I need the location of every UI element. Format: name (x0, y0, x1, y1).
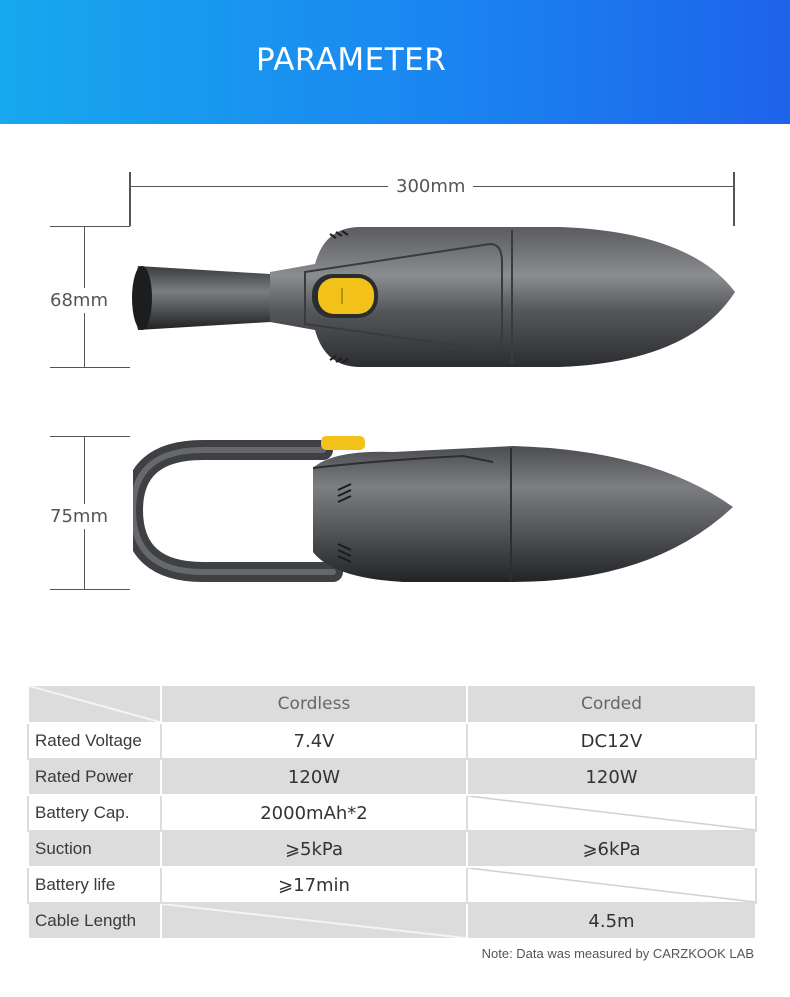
cordless-value: ⩾5kPa (161, 831, 467, 867)
measurement-note: Note: Data was measured by CARZKOOK LAB (481, 946, 754, 961)
length-dimension-label: 300mm (388, 176, 473, 197)
height-top-dimension-bottom-tick (50, 367, 130, 368)
vacuum-top-view-image (130, 222, 742, 372)
cordless-value: 7.4V (161, 723, 467, 759)
corded-value: DC12V (467, 723, 756, 759)
row-label: Battery life (28, 867, 161, 903)
vacuum-side-view-image (133, 432, 745, 592)
table-header-row (28, 686, 756, 723)
table-header-corner (28, 686, 161, 723)
cordless-value: ⩾17min (161, 867, 467, 903)
table-row (28, 795, 756, 831)
table-row (28, 759, 756, 795)
row-label: Rated Voltage (28, 723, 161, 759)
height-bottom-dimension-top-tick (50, 436, 130, 437)
table-row (28, 831, 756, 867)
cordless-value: 2000mAh*2 (161, 795, 467, 831)
height-bottom-dimension-bottom-tick (50, 589, 130, 590)
row-label: Rated Power (28, 759, 161, 795)
length-dimension-right-tick (733, 172, 735, 226)
cordless-value-empty (161, 903, 467, 939)
height-top-dimension-label: 68mm (50, 290, 108, 311)
cordless-value: 120W (161, 759, 467, 795)
row-label: Cable Length (28, 903, 161, 939)
header-banner (0, 0, 790, 124)
length-dimension-left-tick (129, 172, 131, 226)
table-row (28, 723, 756, 759)
corded-value: ⩾6kPa (467, 831, 756, 867)
table-header-cordless: Cordless (161, 686, 467, 723)
corded-value-empty (467, 867, 756, 903)
row-label: Battery Cap. (28, 795, 161, 831)
height-top-dimension-top-tick (50, 226, 130, 227)
table-row (28, 903, 756, 939)
corded-value: 120W (467, 759, 756, 795)
height-bottom-dimension-label: 75mm (50, 506, 108, 527)
corded-value-empty (467, 795, 756, 831)
row-label: Suction (28, 831, 161, 867)
page-title: PARAMETER (256, 42, 447, 78)
corded-value: 4.5m (467, 903, 756, 939)
parameter-table (27, 686, 757, 940)
table-row (28, 867, 756, 903)
table-header-corded: Corded (467, 686, 756, 723)
